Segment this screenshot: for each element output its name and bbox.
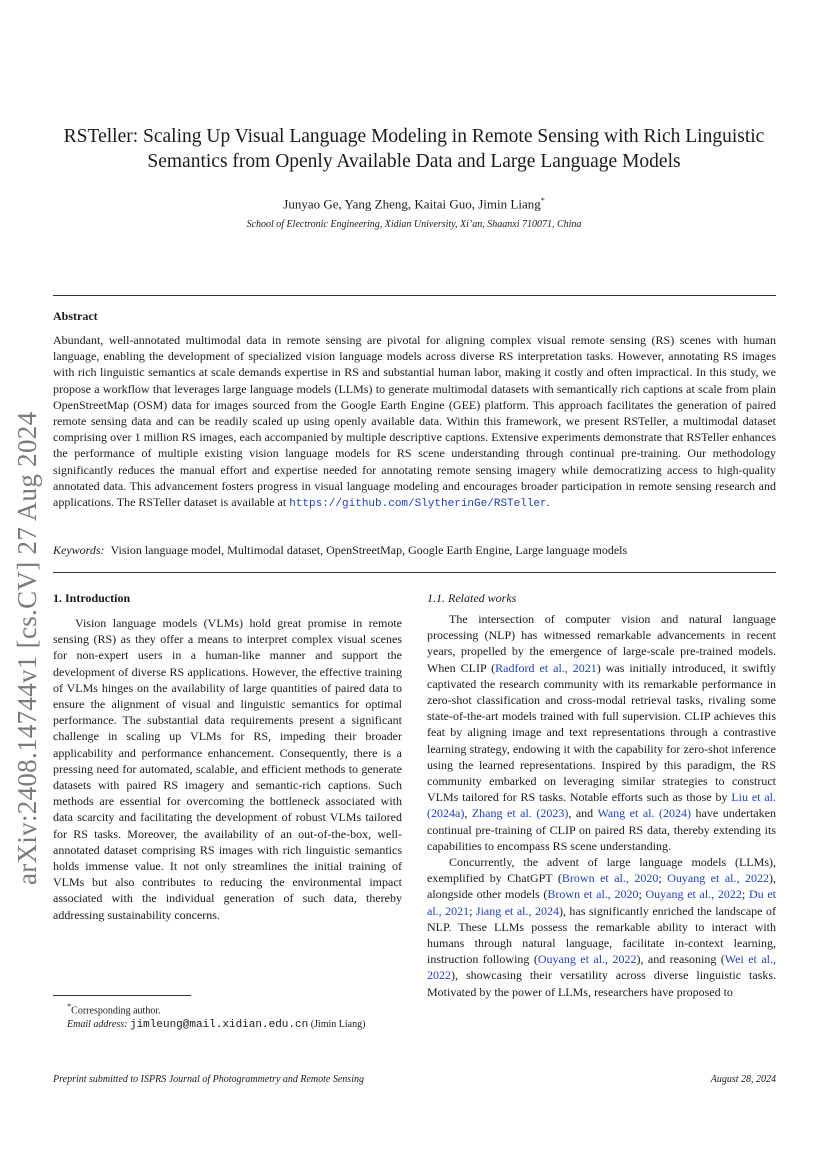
text-span: ) was initially introduced, it swiftly captivated the research community with its remarkable performance in zero-shot classification and cross-modal retrieval tasks, rivaling some state-of-the-art models trained with full supervision. CLIP achieves this feat by aligning image and text representations through a contrastive learning strategy, endowing it with the capability for zero-shot inference using the learned representations. Inspired by this paradigm, the RS community embarked on leveraging similar strategies to construct VLMs tailored for RS tasks. Notable efforts such as those by: [427, 660, 776, 805]
intro-paragraph: Vision language models (VLMs) hold great promise in remote sensing (RS) as they offer a means to interpret complex visual scenes for non-expert users in a human-like manner and support the development of diverse RS applications. However, the effective training of VLMs hinges on the availability of large quantities of paired data to ensure the alignment of visual and linguistic semantics for optimal performance. The substantial data requirements present a significant challenge in scaling up VLMs for RS, impeding their broader applicability and performance enhancement. Consequently, there is a pressing need for automated, scalable, and efficient methods to generate datasets with paired RS imagery and semantic-rich captions. Such methods are essential for overcoming the bottleneck associated with data scarcity and facilitating the development of robust VLMs tailored for RS tasks. Moreover, the availability of an out-of-the-box, well-annotated dataset comprising RS images with rich linguistic semantics holds immense value. It not only streamlines the initial training of VLMs but also contributes to reducing the environmental impact associated with the individual generation of such data, thereby addressing sustainability concerns.: [53, 616, 402, 922]
text-span: ;: [469, 903, 476, 918]
footer-date: August 28, 2024: [710, 1074, 776, 1085]
text-span: ), has significantly enriched the landscape of NLP. These LLMs possess the remarkable ability to interact with humans through natural language, facilitate in-context learning, instruction following (: [427, 903, 776, 967]
text-span: Concurrently, the advent of large language models (LLMs), exemplified by ChatGPT (: [427, 855, 776, 886]
abstract-body: [53, 332, 776, 512]
text-span: ), and reasoning (: [636, 952, 725, 967]
citation-link[interactable]: Ouyang et al., 2022: [537, 952, 637, 967]
arxiv-identifier-stamp: arXiv:2408.14744v1 [cs.CV] 27 Aug 2024: [12, 411, 42, 885]
citation-link[interactable]: Zhang et al. (2023): [471, 806, 569, 821]
citation-link[interactable]: Ouyang et al., 2022: [645, 887, 742, 902]
author-names: Junyao Ge, Yang Zheng, Kaitai Guo, Jimin Liang: [283, 196, 541, 212]
subsection-heading-related-works: 1.1. Related works: [427, 591, 517, 605]
email-label: Email address:: [67, 1019, 128, 1031]
right-column: [427, 591, 776, 1000]
text-span: , and: [568, 806, 598, 821]
citation-link[interactable]: Radford et al., 2021: [495, 660, 597, 675]
abstract-end: .: [546, 495, 550, 510]
text-span: ), alongside other models (: [427, 871, 776, 902]
title-line-2: Semantics from Openly Available Data and Large Language Models: [147, 151, 681, 172]
title-line-1: RSTeller: Scaling Up Visual Language Modeling in Remote Sensing with Rich Linguistic: [63, 126, 765, 147]
author-list: [40, 196, 788, 212]
text-span: The intersection of computer vision and natural language processing (NLP) has witnessed remarkable advancements in recent years, propelled by the emergence of large-scale pre-trained models. When CLIP (: [427, 612, 776, 675]
text-span: ;: [658, 871, 668, 886]
citation-link[interactable]: Liu et al. (2024a): [427, 790, 776, 821]
citation-link[interactable]: Wang et al. (2024): [597, 806, 692, 821]
keywords: [53, 543, 776, 558]
text-span: ;: [638, 887, 646, 902]
abstract-bottom-rule: [53, 572, 776, 573]
citation-link[interactable]: Jiang et al., 2024: [475, 903, 559, 918]
email-owner: (Jimin Liang): [310, 1019, 366, 1031]
corresponding-author-mark: *: [540, 196, 545, 205]
paper-title: [40, 124, 788, 174]
footnote-corresponding: [53, 1000, 402, 1018]
abstract-heading: Abstract: [53, 309, 98, 323]
affiliation: School of Electronic Engineering, Xidian University, Xi’an, Shaanxi 710071, China: [246, 219, 582, 230]
citation-link[interactable]: Wei et al., 2022: [427, 952, 776, 983]
keywords-text: Vision language model, Multimodal dataset, OpenStreetMap, Google Earth Engine, Large language models: [110, 543, 628, 557]
footnote-rule: [53, 995, 191, 996]
citation-link[interactable]: Brown et al., 2020: [547, 887, 639, 902]
footnote-mark: *: [67, 1002, 72, 1011]
footnote-email: [53, 1018, 402, 1032]
citation-link[interactable]: Du et al., 2021: [427, 887, 776, 918]
citation-link[interactable]: Brown et al., 2020: [561, 871, 659, 886]
left-column: [53, 591, 402, 923]
dataset-url-link[interactable]: https://github.com/SlytherinGe/RSTeller: [289, 498, 547, 511]
footer-journal: Preprint submitted to ISPRS Journal of Photogrammetry and Remote Sensing: [53, 1074, 364, 1085]
text-span: ,: [464, 806, 472, 821]
footnote-corresponding-text: Corresponding author.: [71, 1005, 161, 1017]
abstract-text: Abundant, well-annotated multimodal data in remote sensing are pivotal for aligning complex visual remote sensing (RS) scenes with human language, enabling the development of specialized vision language models across diverse RS interpretation tasks. However, annotating RS images with rich linguistic semantics at scale demands expertise in RS and substantial human labor, making it costly and often impractical. In this study, we propose a workflow that leverages large language models (LLMs) to generate multimodal datasets with semantically rich captions at scale from plain OpenStreetMap (OSM) data for images sourced from the Google Earth Engine (GEE) platform. This approach facilitates the generation of paired remote sensing data and can be readily scaled up using openly available data. Within this framework, we present RSTeller, a multimodal dataset comprising over 1 million RS images, each accompanied by multiple descriptive captions. Extensive experiments demonstrate that RSTeller enhances the performance of multiple existing vision language models for RS scene understanding through continual pre-training. Our methodology significantly reduces the manual effort and expertise needed for annotating remote sensing imagery while democratizing access to high-quality annotated data. This advancement fosters progress in visual language modeling and encourages broader participation in remote sensing research and applications. The RSTeller dataset is available at: [53, 333, 776, 510]
keywords-label: Keywords:: [53, 543, 105, 557]
section-heading-introduction: 1. Introduction: [53, 591, 131, 605]
related-paragraph-1: [427, 611, 776, 854]
related-paragraph-2: [427, 854, 776, 1000]
text-span: ;: [741, 887, 749, 902]
footnote: [53, 1000, 402, 1032]
email-address[interactable]: jimleung@mail.xidian.edu.cn: [129, 1019, 309, 1032]
text-span: ), showcasing their versatility across diverse linguistic tasks. Motivated by the power of LLMs, researchers have proposed to: [427, 968, 776, 999]
citation-link[interactable]: Ouyang et al., 2022: [667, 871, 769, 886]
text-span: have undertaken continual pre-training of CLIP on paired RS data, thereby extending its capabilities to encompass RS scene understanding.: [427, 806, 777, 853]
abstract-top-rule: [53, 295, 776, 296]
